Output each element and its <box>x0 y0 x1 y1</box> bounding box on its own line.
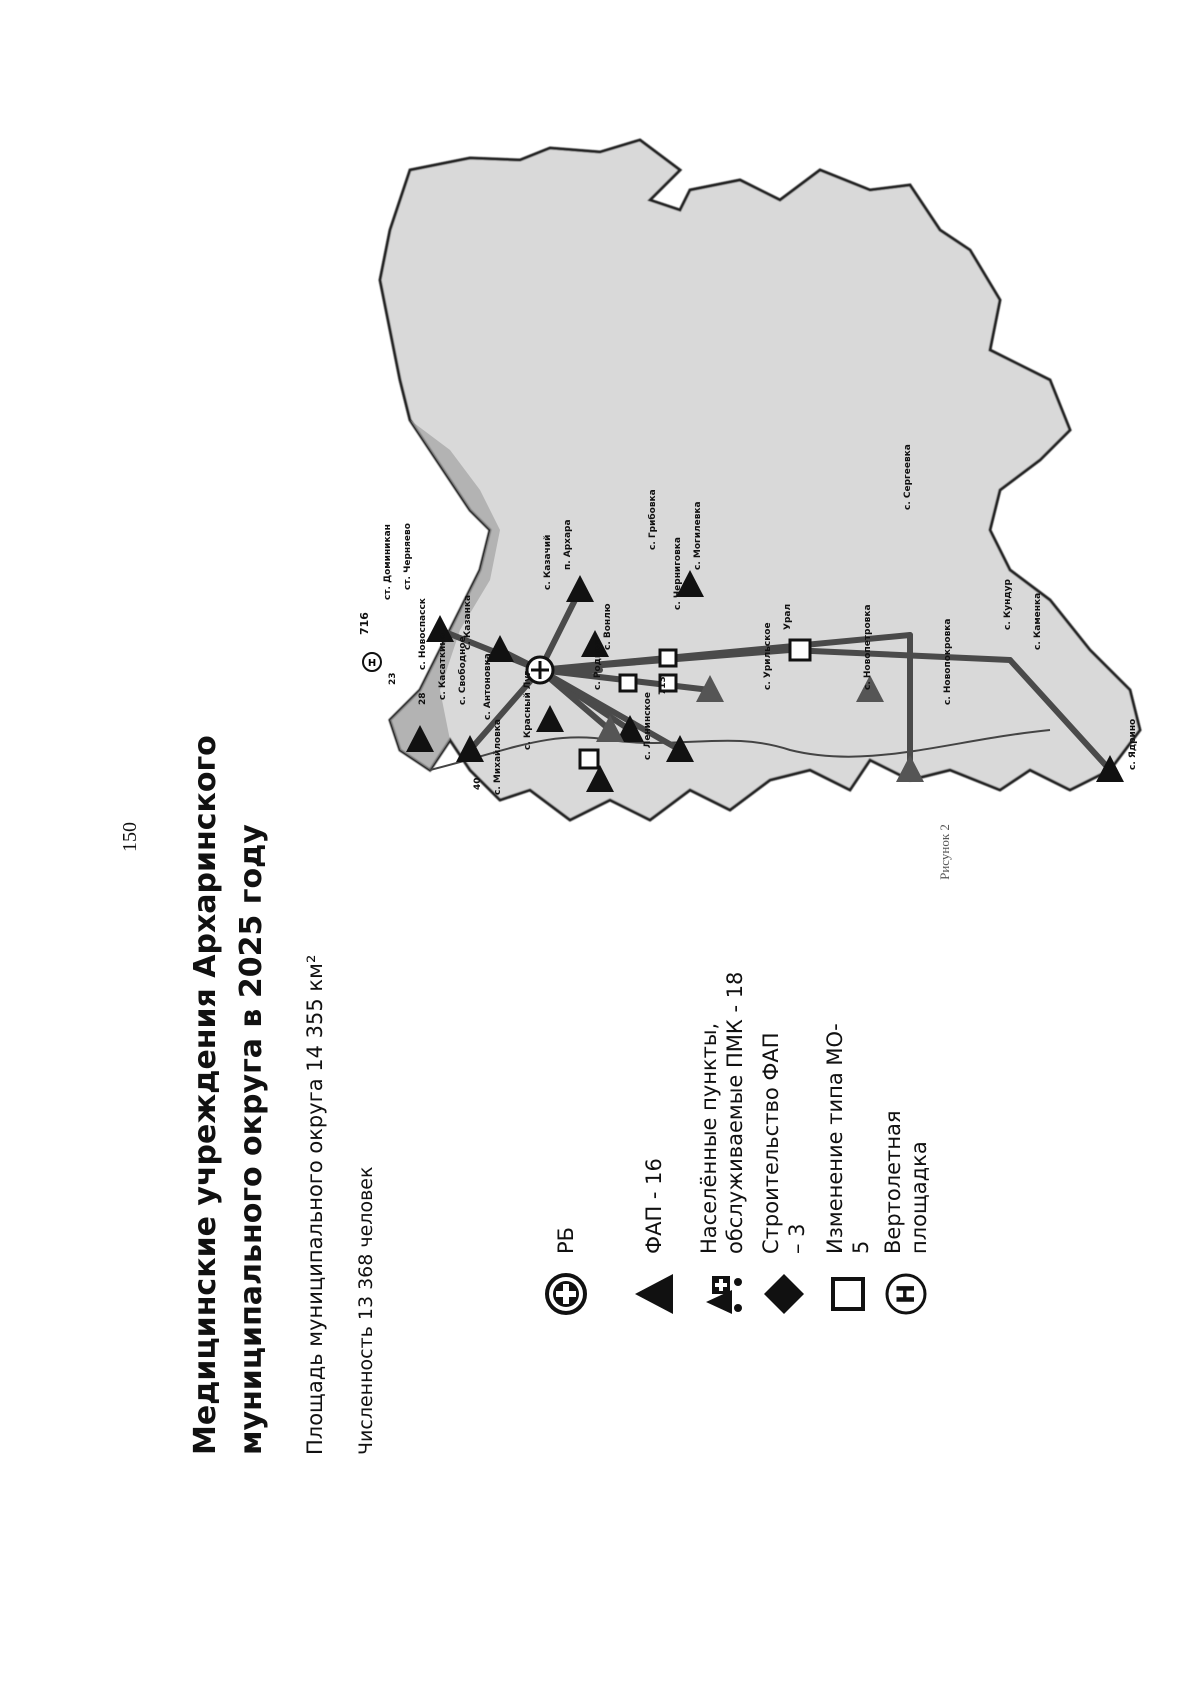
legend-label-fap: ФАП - 16 <box>642 1158 666 1254</box>
legend-item-rb <box>540 1020 592 1320</box>
label-novopokrovka: с. Новопокровка <box>943 618 953 705</box>
rb-icon <box>540 1268 592 1320</box>
label-rodnoe: с. Родное <box>593 639 603 690</box>
label-kamenka: с. Каменка <box>1033 592 1043 650</box>
label-novospassk: с. Новоспасск <box>418 598 428 670</box>
diamond-icon <box>758 1268 810 1320</box>
page-number: 150 <box>119 822 141 852</box>
type-change-marker <box>660 650 676 666</box>
label-leninskoe: с. Ленинское <box>643 692 653 760</box>
population-line: Численность 13 368 человек <box>355 1166 377 1455</box>
legend-item-fap <box>628 1020 680 1320</box>
label-713: 713 <box>658 676 668 695</box>
mobile-clinic-icon <box>696 1268 748 1320</box>
legend-label-pmk: Населённые пункты, обслуживаемые ПМК - 18 <box>697 971 747 1254</box>
type-change-marker <box>580 750 598 768</box>
legend-item-pmk <box>692 940 752 1320</box>
fap-triangle-icon <box>628 1268 680 1320</box>
label-yadrino: с. Ядрино <box>1128 718 1138 770</box>
label-716: 716 <box>358 612 371 635</box>
label-kazachy: с. Казачий <box>543 534 553 590</box>
label-chernyaevo: ст. Черняево <box>403 523 413 590</box>
figure-caption: Рисунок 2 <box>937 824 952 880</box>
label-gribovka: с. Грибовка <box>648 489 658 550</box>
label-vonlyu: с. Вонлю <box>603 603 613 650</box>
label-40: 40 <box>473 777 483 790</box>
label-kazanka: с. Казанка <box>463 594 473 650</box>
label-chernigovka: с. Черниговка <box>673 537 683 610</box>
district-boundary <box>380 140 1140 820</box>
legend-item-helipad <box>880 1020 932 1320</box>
svg-text:H: H <box>892 1283 920 1305</box>
legend-label-helipad: Вертолетная площадка <box>881 1110 931 1254</box>
label-kundur: с. Кундур <box>1003 579 1013 630</box>
square-icon <box>822 1268 874 1320</box>
legend-label-rb: РБ <box>554 1226 578 1254</box>
label-kasatkino: с. Касаткино <box>438 633 448 700</box>
label-arkhara: п. Архара <box>563 519 573 570</box>
legend-label-type-change: Изменение типа МО- 5 <box>823 1023 873 1254</box>
label-svobodnoe: с. Свободное <box>458 636 468 705</box>
legend-item-fap-construction <box>758 1020 810 1320</box>
label-novopetrovka: с. Новопетровка <box>863 604 873 690</box>
label-23: 23 <box>388 672 398 685</box>
label-sergeevka: с. Сергеевка <box>903 444 913 510</box>
label-antonovka: с. Антоновка <box>483 653 493 720</box>
type-change-marker <box>790 640 810 660</box>
label-dominikan: ст. Доминикан <box>383 524 393 600</box>
legend-item-type-change <box>822 1020 874 1320</box>
area-line: Площадь муниципального округа 14 355 км² <box>303 954 327 1455</box>
label-28: 28 <box>418 692 428 705</box>
label-urilskoe: с. Урильское <box>763 622 773 690</box>
legend-label-fap-construction: Строительство ФАП – 3 <box>759 1032 809 1254</box>
label-mikhailovka: с. Михайловка <box>493 719 503 795</box>
map-title-block: Медицинские учреждения Архаринского муниципального округа в 2025 году <box>188 735 269 1455</box>
label-mogilevka: с. Могилевка <box>693 501 703 570</box>
helipad-icon <box>880 1268 932 1320</box>
svg-text:H: H <box>367 658 377 669</box>
type-change-marker <box>620 675 636 691</box>
label-krasny-lug: с. Красный Луг <box>523 671 533 750</box>
label-ural: Урал <box>783 603 793 630</box>
district-map <box>350 130 1150 830</box>
